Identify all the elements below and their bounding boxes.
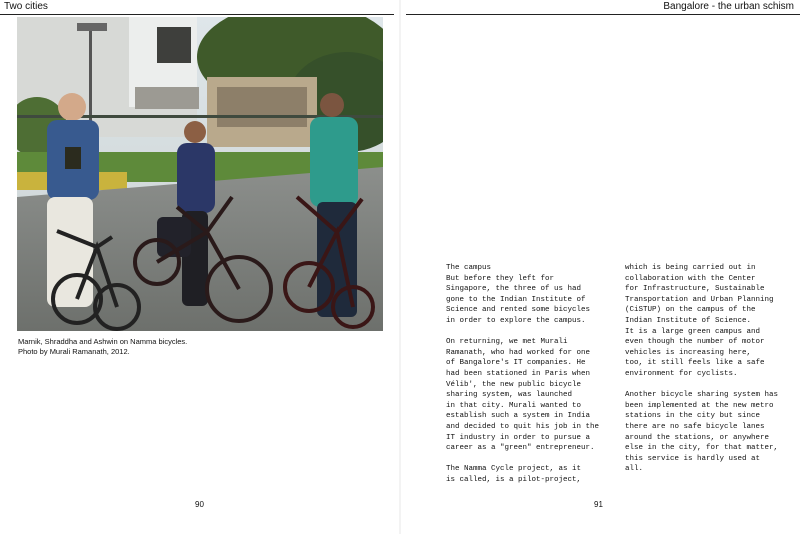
text-column-2 [625,263,795,485]
text-column-1 [446,263,616,496]
header-rule-right [406,14,800,15]
photo-illustration [17,17,383,331]
paragraph: On returning, we met Murali Ramanath, who had worked for one of Bangalore's IT companies. He had been stationed in Paris when Vélib', the new public bicycle sharing system, was launched in that city. Murali wanted to establish such a system in India and decided to quit his job in the IT industry in order to pursue a career as a "green" entrepreneur. [446,338,600,453]
paragraph: The Namma Cycle project, as it is called, is a pilot-project, [446,465,582,484]
page-gutter [399,0,401,534]
header-rule-left [0,14,394,15]
running-head-right: Bangalore - the urban schism [663,1,794,12]
page-number-right: 91 [594,500,603,509]
cyclists-photo [17,17,383,331]
page-number-left: 90 [195,500,204,509]
caption-line-1: Marnik, Shraddha and Ashwin on Namma bicycles. [18,337,188,346]
running-head-left: Two cities [4,1,48,12]
section-heading: The campus [446,264,492,272]
paragraph: But before they left for Singapore, the three of us had gone to the Indian Institute of Science and rented some bicycles in order to explore the campus. [446,274,591,325]
caption-line-2: Photo by Murali Ramanath, 2012. [18,347,130,356]
paragraph: Another bicycle sharing system has been implemented at the new metro stations in the city but since there are no safe bicycle lanes around the stations, or anywhere else in the city, for that matter, this service is hardly used at all. [625,391,779,474]
photo-caption [18,337,318,357]
paragraph: which is being carried out in collaboration with the Center for Infrastructure, Sustainable Transportation and Urban Planning (CiSTUP) on the campus of the Indian Institute of Science. It is a large green campus and even though the number of motor vehicles is increasing here, too, it still feels like a safe environment for cyclists. [625,264,774,378]
